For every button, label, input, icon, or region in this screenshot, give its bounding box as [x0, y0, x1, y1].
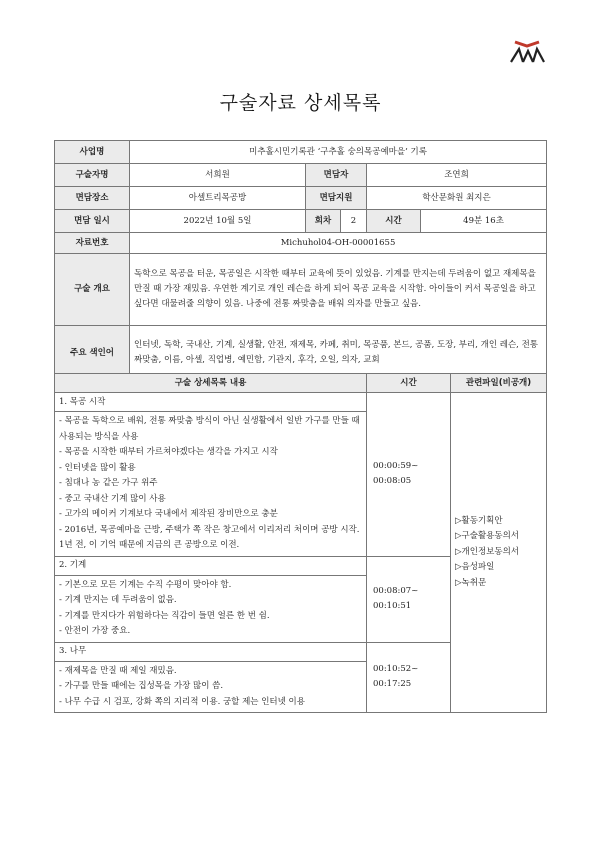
list-item: - 기계를 만지다가 위험하다는 직감이 들면 얼른 한 번 쉼. — [59, 610, 270, 621]
project-value: 미추홀시민기록관 ‘구추홀 숭의목공예마을’ 기록 — [130, 141, 547, 164]
time-label: 시간 — [367, 210, 421, 233]
file-item: ▷활동기획안 — [455, 515, 503, 526]
list-item: - 인터넷을 많이 활용 — [59, 462, 136, 473]
list-item: - 재제목을 만질 때 제일 재밌음. — [59, 665, 177, 676]
session-value: 2 — [341, 210, 367, 233]
id-label: 자료번호 — [55, 233, 130, 254]
section-title: 2. 기계 — [55, 556, 367, 575]
section-items — [55, 661, 367, 713]
detail-table — [54, 373, 547, 713]
file-item: ▷음성파일 — [455, 562, 495, 573]
page-title: 구술자료 상세목록 — [219, 92, 382, 114]
list-item: - 목공을 시작한 때부터 가르쳐야겠다는 생각을 가지고 시작 — [59, 447, 278, 457]
section-items — [55, 575, 367, 642]
id-value: Michuhol04-OH-00001655 — [130, 233, 547, 254]
interviewee-label: 구술자명 — [55, 164, 130, 187]
session-label: 회차 — [306, 210, 341, 233]
keywords-value: 인터넷, 독학, 국내산, 기계, 실생활, 안전, 재제목, 카페, 취미, 목공품, 본드, 공품, 도장, 부리, 개인 레슨, 전통 짜맞춤, 이름, 아셀, 직업병, 예민함, 기관지, 후각, 오일, 의자, 교회 — [130, 326, 547, 381]
keywords-label: 주요 색인어 — [55, 326, 130, 381]
list-item: - 중고 국내산 기계 많이 사용 — [59, 493, 166, 504]
list-item: - 가구를 만들 때에는 집성목을 가장 많이 씀. — [59, 681, 224, 691]
section-title: 1. 목공 시작 — [55, 393, 367, 412]
interviewee-value: 서희원 — [130, 164, 306, 187]
project-label: 사업명 — [55, 141, 130, 164]
file-item: ▷구술활용동의서 — [455, 531, 520, 542]
section-items — [55, 412, 367, 557]
support-value: 학산문화원 최지은 — [367, 187, 547, 210]
info-table — [54, 140, 547, 381]
section-title: 3. 나무 — [55, 642, 367, 661]
interviewer-value: 조연희 — [367, 164, 547, 187]
list-item: - 기계 만지는 데 두려움이 없음. — [59, 595, 177, 605]
place-label: 면담장소 — [55, 187, 130, 210]
place-value: 아셀트리목공방 — [130, 187, 306, 210]
list-item: - 고가의 메이커 기계보다 국내에서 제작된 장비만으로 충분 — [59, 509, 278, 519]
section-time: 00:08:07~ 00:10:51 — [367, 556, 451, 642]
time-value: 49분 16초 — [421, 210, 547, 233]
section-time: 00:00:59~ 00:08:05 — [367, 393, 451, 557]
list-item: - 안전이 가장 중요. — [59, 626, 131, 636]
file-item: ▷녹취문 — [455, 577, 487, 588]
list-item: - 기본으로 모든 기계는 수직 수평이 맞아야 함. — [59, 579, 232, 590]
date-value: 2022년 10월 5일 — [130, 210, 306, 233]
detail-header-content: 구술 상세목록 내용 — [55, 374, 367, 393]
date-label: 면담 일시 — [55, 210, 130, 233]
section-time: 00:10:52~ 00:17:25 — [367, 642, 451, 713]
support-label: 면담지원 — [306, 187, 367, 210]
list-item: - 2016년, 목공예마을 근방, 주택가 쪽 작은 창고에서 이리저리 처이며 공방 시작. 1년 전, 이 기억 때문에 지금의 큰 공방으로 이전. — [59, 524, 360, 550]
summary-label: 구술 개요 — [55, 254, 130, 326]
summary-value: 독학으로 목공을 터운, 목공일은 시작한 때부터 교육에 뜻이 있었음. 기계를 만지는데 두려움이 없고 재제목을 만질 때 가장 재밌음. 우연한 계기로 개인 레슨을 하게 되어 목공 교육을 시작함. 아이들이 커서 목공일을 하고 싶다면 대물려줄 의향이 있음. 나중에 전통 짜맞춤을 배워 의자를 만들고 싶음. — [130, 254, 547, 326]
agency-logo-icon — [508, 40, 546, 64]
list-item: - 목공을 독학으로 배워, 전통 짜맞춤 방식이 아닌 실생활에서 일반 가구를 만들 때 사용되는 방식을 사용 — [59, 416, 360, 442]
list-item: - 침대나 농 같은 가구 위주 — [59, 478, 158, 488]
detail-header-files: 관련파일(비공개) — [451, 374, 547, 393]
interviewer-label: 면담자 — [306, 164, 367, 187]
list-item: - 나무 수급 시 검포, 강화 쪽의 지리적 이용. 궁할 제는 인터넷 이용 — [59, 696, 305, 707]
file-item: ▷개인정보동의서 — [455, 546, 520, 557]
related-files — [451, 393, 547, 713]
detail-header-time: 시간 — [367, 374, 451, 393]
